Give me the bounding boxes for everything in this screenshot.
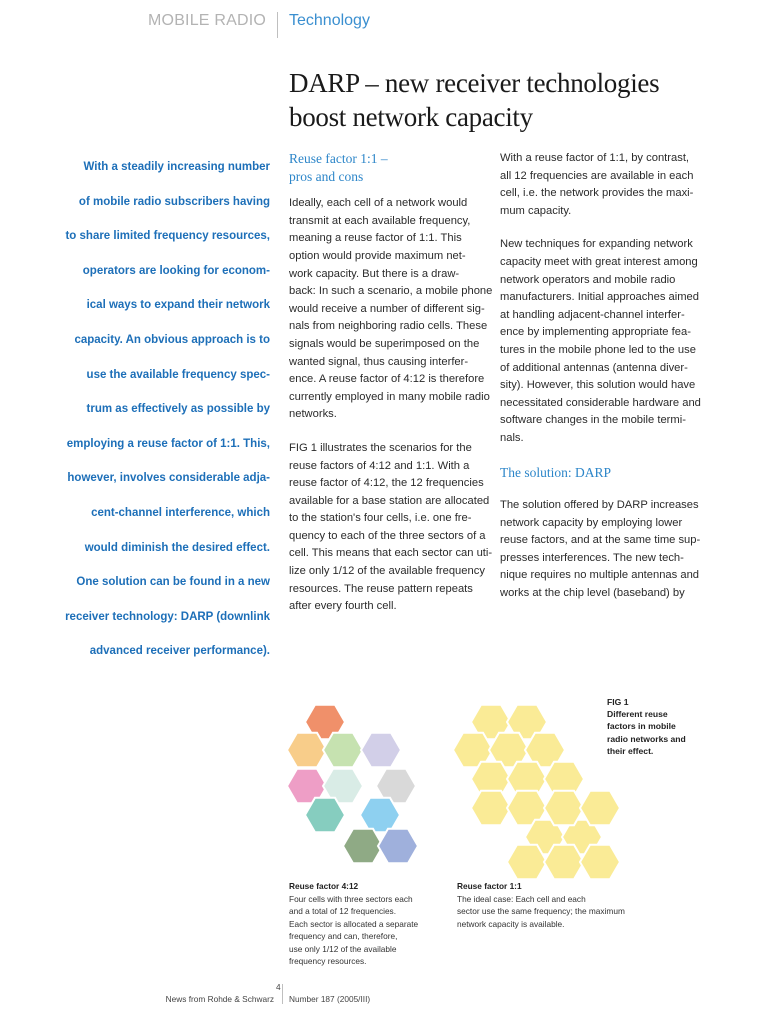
footer-publication: News from Rohde & Schwarz <box>165 994 274 1004</box>
text-line: resources. The reuse pattern repeats <box>289 582 473 595</box>
footer-issue: Number 187 (2005/III) <box>289 994 371 1004</box>
text-line: reuse factors of 4:12 and 1:1. With a <box>289 459 470 472</box>
caption-line: Four cells with three sectors each <box>289 893 413 904</box>
text-line: currently employed in many mobile radio <box>289 390 490 403</box>
text-line: cell, i.e. the network provides the maxi- <box>500 187 694 200</box>
text-line: meaning a reuse factor of 1:1. This <box>289 232 462 245</box>
caption-line: and a total of 12 frequencies. <box>289 906 397 916</box>
text-line: would receive a number of different sig- <box>289 302 485 315</box>
page-footer <box>0 982 768 1012</box>
caption-reuse-4-12 <box>289 880 439 968</box>
col2-paragraph-3 <box>500 497 700 603</box>
intro-line: capacity. An obvious approach is to <box>74 333 270 346</box>
figure-caption-line: FIG 1 <box>607 697 629 707</box>
topic-label: Technology <box>289 12 370 29</box>
hex-cell-4-12 <box>360 798 400 833</box>
caption-line: frequency resources. <box>289 956 367 966</box>
text-line: reuse factor of 4:12, the 12 frequencies <box>289 477 484 490</box>
text-line: reuse factors, and at the same time sup- <box>500 534 701 547</box>
text-line: all 12 frequencies are available in each <box>500 169 694 182</box>
intro-line: trum as effectively as possible by <box>86 403 270 416</box>
intro-line: operators are looking for econom- <box>82 264 270 277</box>
text-line: network capacity by employing lower <box>500 516 683 529</box>
caption-line: network capacity is available. <box>457 918 565 929</box>
column-1 <box>289 150 493 616</box>
text-line: wanted signal, thus causing interfer- <box>289 355 469 368</box>
text-line: signals would be superimposed on the <box>289 337 480 350</box>
intro-line: use the available frequency spec- <box>86 368 270 381</box>
col2-paragraph-1 <box>500 150 700 220</box>
text-line: to the station's four cells, i.e. one fre- <box>289 512 472 525</box>
intro-line: advanced receiver performance). <box>89 645 270 658</box>
text-line: With a reuse factor of 1:1, by contrast, <box>500 152 690 164</box>
col2-paragraph-2 <box>500 236 700 447</box>
title-line-2: boost network capacity <box>289 102 533 132</box>
text-line: networks. <box>289 408 337 421</box>
hex-cell-1-1 <box>471 791 511 826</box>
hex-cell-4-12 <box>378 829 418 864</box>
column-2 <box>500 150 700 603</box>
intro-line: ical ways to expand their network <box>86 299 270 312</box>
figure-caption <box>607 696 727 757</box>
caption-line: sector use the same frequency; the maximum <box>457 906 625 916</box>
text-line: option would provide maximum net- <box>289 249 466 262</box>
text-line: presses interferences. The new tech- <box>500 551 684 564</box>
figure-caption-line: Different reuse <box>607 709 668 720</box>
text-line: available for a base station are allocated <box>289 494 490 507</box>
caption-line: Each sector is allocated a separate <box>289 918 419 929</box>
text-line: nals from neighboring radio cells. These <box>289 320 488 333</box>
intro-line: One solution can be found in a new <box>76 576 270 589</box>
caption-right-title: Reuse factor 1:1 <box>457 881 522 891</box>
text-line: Ideally, each cell of a network would <box>289 197 468 210</box>
hex-cell-1-1 <box>544 845 584 880</box>
subhead-pros-cons: pros and cons <box>289 168 364 184</box>
subhead-reuse-factor: Reuse factor 1:1 – <box>289 151 388 166</box>
col1-paragraph-2 <box>289 440 493 616</box>
text-line: mum capacity. <box>500 204 572 217</box>
text-line: quency to each of the three sectors of a <box>289 529 486 542</box>
text-line: tures in the mobile phone led to the use <box>500 343 696 356</box>
figure-caption-line: their effect. <box>607 745 654 756</box>
text-line: works at the chip level (baseband) by <box>500 587 685 600</box>
text-line: after every fourth cell. <box>289 600 397 613</box>
footer-divider <box>282 984 283 1004</box>
text-line: nique requires no multiple antennas and <box>500 569 700 582</box>
text-line: ence. A reuse factor of 4:12 is therefore <box>289 373 485 386</box>
text-line: back: In such a scenario, a mobile phone <box>289 285 493 298</box>
header-divider <box>277 12 278 38</box>
section-label: MOBILE RADIO <box>148 12 266 29</box>
caption-line: use only 1/12 of the available <box>289 943 397 954</box>
hex-cell-1-1 <box>544 791 584 826</box>
page-number: 4 <box>276 982 281 992</box>
text-line: New techniques for expanding network <box>500 238 693 251</box>
text-line: nals. <box>500 431 524 444</box>
text-line: at handling adjacent-channel interfer- <box>500 308 685 321</box>
text-line: software changes in the mobile termi- <box>500 414 686 427</box>
text-line: manufacturers. Initial approaches aimed <box>500 291 699 304</box>
text-line: work capacity. But there is a draw- <box>289 267 460 280</box>
intro-line: would diminish the desired effect. <box>84 541 270 554</box>
intro-line: With a steadily increasing number <box>83 161 270 173</box>
figure-caption-line: factors in mobile <box>607 721 676 732</box>
intro-line: cent-channel interference, which <box>91 506 270 519</box>
text-line: necessitated considerable hardware and <box>500 396 701 409</box>
col1-paragraph-1 <box>289 195 493 424</box>
text-line: transmit at each available frequency, <box>289 214 471 227</box>
caption-line: frequency and can, therefore, <box>289 931 398 941</box>
text-line: lize only 1/12 of the available frequency <box>289 565 485 578</box>
intro-line: receiver technology: DARP (downlink <box>65 610 270 623</box>
text-line: capacity meet with great interest among <box>500 255 698 268</box>
caption-reuse-1-1 <box>457 880 627 930</box>
hex-cell-1-1 <box>580 845 620 880</box>
hex-cell-1-1 <box>507 845 547 880</box>
caption-line: The ideal case: Each cell and each <box>457 893 586 904</box>
title-line-1: DARP – new receiver technologies <box>289 68 660 98</box>
hex-cell-1-1 <box>580 791 620 826</box>
article-title <box>289 66 729 134</box>
text-line: network operators and mobile radio <box>500 273 676 286</box>
text-line: FIG 1 illustrates the scenarios for the <box>289 441 472 454</box>
hex-cell-4-12 <box>287 733 327 768</box>
text-line: The solution offered by DARP increases <box>500 499 699 512</box>
text-line: cell. This means that each sector can uti- <box>289 547 493 560</box>
hex-cell-4-12 <box>305 798 345 833</box>
intro-teaser <box>60 150 270 669</box>
intro-line: to share limited frequency resources, <box>65 230 270 243</box>
intro-line: of mobile radio subscribers having <box>78 195 270 208</box>
text-line: of additional antennas (antenna diver- <box>500 361 688 374</box>
figure-caption-line: radio networks and <box>607 733 686 744</box>
hex-cell-4-12 <box>361 733 401 768</box>
subhead-solution: The solution: DARP <box>500 464 612 480</box>
hex-cell-4-12 <box>323 733 363 768</box>
intro-line: employing a reuse factor of 1:1. This, <box>66 437 270 450</box>
text-line: sity). However, this solution would have <box>500 379 696 392</box>
text-line: ence by implementing appropriate fea- <box>500 326 691 339</box>
page-header <box>0 12 768 38</box>
intro-line: however, involves considerable adja- <box>67 472 270 485</box>
caption-left-title: Reuse factor 4:12 <box>289 881 359 891</box>
